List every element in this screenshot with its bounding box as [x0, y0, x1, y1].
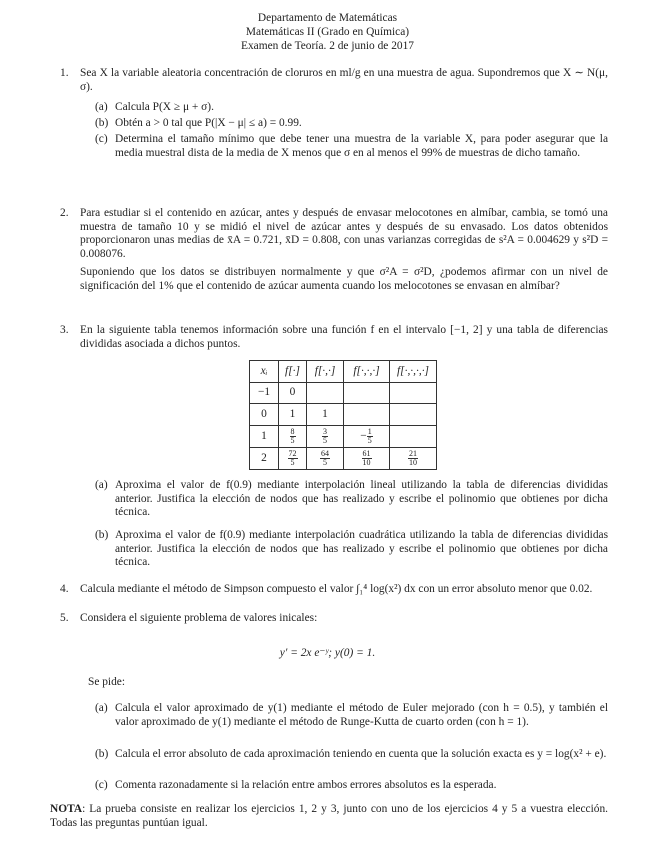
header-cell: f[·,·,·,·]	[390, 361, 437, 383]
cell: −1	[250, 383, 279, 404]
cell: 2	[250, 448, 279, 470]
fraction	[290, 428, 296, 445]
department-title: Departamento de Matemáticas	[257, 12, 398, 24]
cell	[344, 448, 390, 470]
exam-note	[50, 803, 608, 830]
part-text: Obtén a > 0 tal que P(|X − μ| ≤ a) = 0.99.	[115, 117, 302, 129]
cell: 1	[307, 404, 344, 426]
part-label: (a)	[95, 101, 108, 113]
note-text: : La prueba consiste en realizar los ejercicios 1, 2 y 3, junto con uno de los ejercicios 4 y 5 a vuestra elección. Todas las preguntas puntúan igual.	[50, 803, 608, 829]
question-5b	[95, 748, 608, 762]
ode-equation: y′ = 2x e⁻ʸ; y(0) = 1.	[279, 647, 376, 659]
question-text: En la siguiente tabla tenemos información sobre una función f en el intervalo [−1, 2] y una tabla de diferencias divididas asociada a dichos puntos.	[80, 324, 608, 350]
question-text: Para estudiar si el contenido en azúcar, antes y después de envasar melocotones en almíbar, cambia, se tomó una muestra de tamaño 10 y se midió el nivel de azúcar antes y después de su envasado. Los datos obtenidos proporcionaron unas medias de x̄A = 0.721, x̄D = 0.808, con unas varianzas corregidas de s²A = 0.004629 y s²D = 0.008076.	[80, 207, 608, 260]
part-text: Comenta razonadamente si la relación entre ambos errores absolutos es la esperada.	[115, 779, 497, 791]
part-text: Calcula P(X ≥ μ + σ).	[115, 101, 214, 113]
cell	[344, 426, 390, 448]
note-label: NOTA	[50, 803, 83, 815]
cell	[279, 448, 307, 470]
cell	[279, 426, 307, 448]
part-label: (b)	[95, 529, 109, 541]
table-row	[250, 404, 437, 426]
cell	[390, 383, 437, 404]
question-1c	[95, 133, 608, 160]
numerator: 1	[367, 427, 372, 436]
part-label: (b)	[95, 117, 109, 129]
fraction	[320, 450, 330, 467]
cell: 0	[279, 383, 307, 404]
question-3a	[95, 479, 608, 520]
exam-title: Examen de Teoría. 2 de junio de 2017	[241, 40, 414, 52]
question-1a	[95, 101, 608, 115]
denominator: 5	[290, 458, 295, 467]
question-2	[60, 207, 608, 294]
header-cell: f[·,·]	[307, 361, 344, 383]
se-pide-label: Se pide:	[88, 676, 126, 688]
question-text: Calcula mediante el método de Simpson compuesto el valor ∫₁⁴ log(x²) dx con un error absoluto menor que 0.02.	[80, 583, 593, 595]
table-header-row	[250, 361, 437, 383]
part-text: Aproxima el valor de f(0.9) mediante interpolación cuadrática utilizando la tabla de diferencias divididas anterior. Justifica la elección de nodos que has realizado y escribe el polinomio que obtienes por dicha técnica.	[115, 529, 608, 569]
part-text: Determina el tamaño mínimo que debe tener una muestra de la variable X, para poder asegurar que la media muestral dista de la media de X menos que σ en al menos el 99% de muestras de dicho tamaño.	[115, 133, 608, 159]
question-4	[60, 583, 608, 597]
denominator: 5	[367, 436, 372, 445]
question-5c	[95, 779, 608, 793]
cell	[344, 383, 390, 404]
course-title: Matemáticas II (Grado en Química)	[245, 26, 410, 38]
cell	[390, 404, 437, 426]
part-label: (a)	[95, 479, 108, 491]
fraction	[362, 450, 372, 467]
question-number: 1.	[60, 67, 69, 79]
numerator: 8	[290, 427, 295, 436]
question-3	[60, 324, 608, 351]
cell: 0	[250, 404, 279, 426]
denominator: 10	[409, 458, 417, 467]
question-text-2: Suponiendo que los datos se distribuyen normalmente y que σ²A = σ²D, ¿podemos afirmar con un nivel de significación del 1% que el contenido de azúcar aumenta cuando los melocotones se envasan en almíbar?	[80, 266, 608, 292]
cell	[307, 383, 344, 404]
part-text: Aproxima el valor de f(0.9) mediante interpolación lineal utilizando la tabla de diferencias divididas anterior. Justifica la elección de nodos que has realizado y escribe el polinomio que obtienes por dicha técnica.	[115, 479, 608, 519]
part-label: (c)	[95, 133, 108, 145]
denominator: 5	[290, 436, 295, 445]
question-number: 2.	[60, 207, 69, 219]
denominator: 5	[323, 436, 327, 445]
cell	[344, 404, 390, 426]
denominator: 5	[323, 458, 327, 467]
part-label: (b)	[95, 748, 109, 760]
question-5	[60, 612, 608, 626]
fraction	[322, 428, 328, 445]
cell	[307, 448, 344, 470]
header-cell: f[·]	[279, 361, 307, 383]
part-text: Calcula el error absoluto de cada aproximación teniendo en cuenta que la solución exacta es y = log(x² + e).	[115, 748, 607, 760]
fraction	[367, 428, 373, 445]
cell	[390, 426, 437, 448]
question-text: Sea X la variable aleatoria concentración de cloruros en ml/g en una muestra de agua. Supondremos que X ∼ N(μ, σ).	[80, 67, 608, 93]
part-label: (c)	[95, 779, 108, 791]
question-3b	[95, 529, 608, 570]
table-row	[250, 448, 437, 470]
table-row	[250, 426, 437, 448]
denominator: 10	[362, 458, 371, 467]
part-label: (a)	[95, 702, 108, 714]
question-number: 5.	[60, 612, 69, 624]
cell	[390, 448, 437, 470]
question-number: 4.	[60, 583, 69, 595]
cell	[307, 426, 344, 448]
question-5a	[95, 702, 608, 729]
divided-differences-table	[249, 360, 437, 470]
numerator: 72	[288, 449, 297, 458]
numerator: 64	[321, 449, 329, 458]
question-text: Considera el siguiente problema de valores inicales:	[80, 612, 318, 624]
minus-sign: −	[360, 430, 367, 443]
numerator: 21	[409, 449, 417, 458]
numerator: 61	[362, 449, 371, 458]
header-cell: f[·,·,·]	[344, 361, 390, 383]
header-cell: xᵢ	[250, 361, 279, 383]
numerator: 3	[323, 427, 327, 436]
question-1b	[95, 117, 608, 131]
part-text: Calcula el valor aproximado de y(1) mediante el método de Euler mejorado (con h = 0.5), y también el valor aproximado de y(1) mediante el método de Runge-Kutta de cuarto orden (con h = 1).	[115, 702, 608, 728]
question-number: 3.	[60, 324, 69, 336]
question-1	[60, 67, 608, 94]
fraction	[408, 450, 418, 467]
cell: 1	[250, 426, 279, 448]
cell: 1	[279, 404, 307, 426]
table-row	[250, 383, 437, 404]
fraction	[288, 450, 298, 467]
